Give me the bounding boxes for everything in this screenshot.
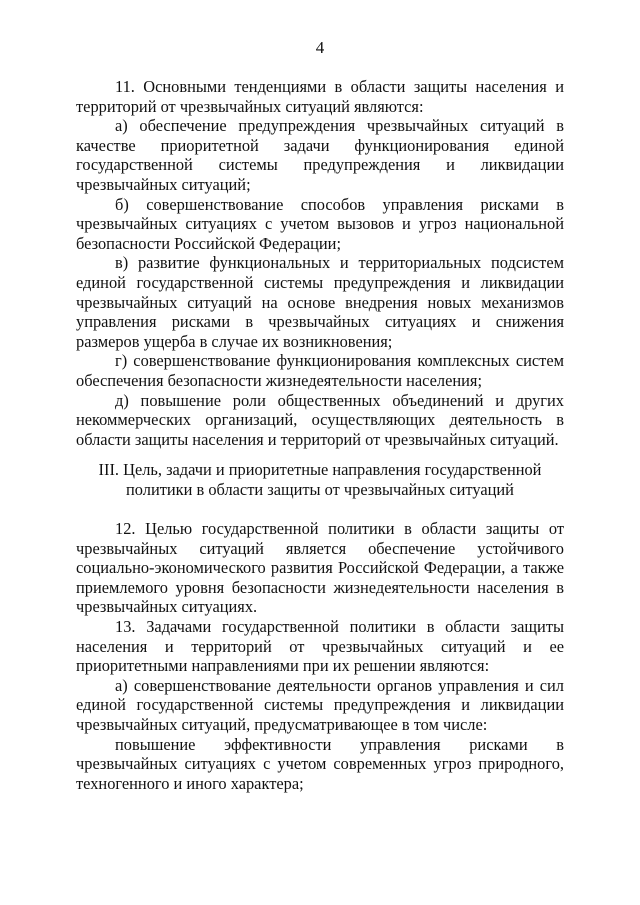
page-number: 4 bbox=[315, 38, 325, 57]
paragraph-11d: д) повышение роли общественных объединений и других некоммерческих организаций, осуществляющих деятельность в области защиты населения и территорий от чрезвычайных ситуаций. bbox=[76, 390, 564, 449]
paragraph-12: 12. Целью государственной политики в области защиты от чрезвычайных ситуаций является обеспечение устойчивого социально-экономического развития Российской Федерации, а также приемлемого уровня безопасности жизнедеятельности населения в чрезвычайных ситуациях. bbox=[76, 519, 564, 617]
paragraph-13a: а) совершенствование деятельности органов управления и сил единой государственной системы предупреждения и ликвидации чрезвычайных ситуаций, предусматривающее в том числе: bbox=[76, 675, 564, 734]
section-ii-text bbox=[76, 77, 564, 449]
paragraph-13a-item: повышение эффективности управления рисками в чрезвычайных ситуациях с учетом современных угроз природного, техногенного и иного характера; bbox=[76, 734, 564, 793]
section-iii-heading-line2: политики в области защиты от чрезвычайных ситуаций bbox=[126, 480, 514, 499]
section-iii-heading bbox=[76, 460, 564, 500]
section-iii-text bbox=[76, 519, 564, 793]
paragraph-11b: б) совершенствование способов управления рисками в чрезвычайных ситуациях с учетом вызовов и угроз национальной безопасности Российской Федерации; bbox=[76, 194, 564, 253]
paragraph-11: 11. Основными тенденциями в области защиты населения и территорий от чрезвычайных ситуаций являются: bbox=[76, 77, 564, 116]
paragraph-11v: в) развитие функциональных и территориальных подсистем единой государственной системы предупреждения и ликвидации чрезвычайных ситуаций на основе внедрения новых механизмов управления рисками в чрезвычайных ситуациях и снижения размеров ущерба в случае их возникновения; bbox=[76, 253, 564, 351]
paragraph-13: 13. Задачами государственной политики в области защиты населения и территорий от чрезвычайных ситуаций и ее приоритетными направлениями при их решении являются: bbox=[76, 616, 564, 676]
section-iii-heading-line1: III. Цель, задачи и приоритетные направления государственной bbox=[98, 460, 542, 479]
paragraph-11a: а) обеспечение предупреждения чрезвычайных ситуаций в качестве приоритетной задачи функционирования единой государственной системы предупреждения и ликвидации чрезвычайных ситуаций; bbox=[76, 116, 564, 194]
paragraph-11g: г) совершенствование функционирования комплексных систем обеспечения безопасности жизнедеятельности населения; bbox=[76, 351, 564, 390]
